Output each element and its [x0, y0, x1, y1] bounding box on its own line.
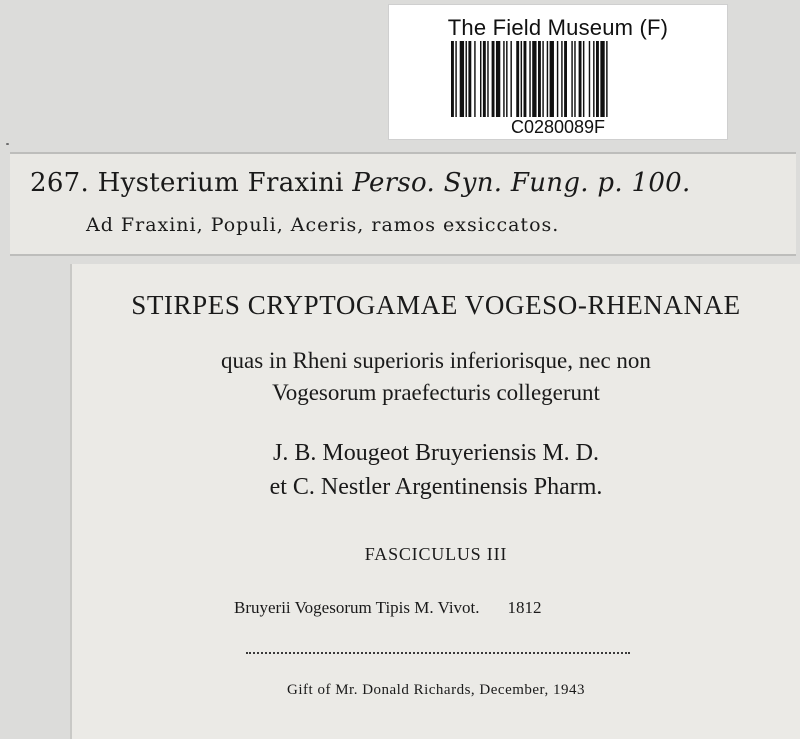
barcode-bar — [506, 41, 507, 117]
taxon-authority: Perso. Syn. Fung. p. 100. — [352, 168, 691, 198]
barcode-bar — [510, 41, 511, 117]
specimen-name-line — [30, 168, 691, 198]
barcode-bar — [521, 41, 522, 117]
barcode-icon — [451, 41, 667, 117]
printer-line — [234, 598, 542, 618]
barcode-bar — [538, 41, 541, 117]
barcode-bar — [503, 41, 504, 117]
printer-name: Bruyerii Vogesorum Tipis M. Vivot. — [234, 598, 480, 617]
barcode-bar — [600, 41, 604, 117]
specimen-number: 267. — [30, 168, 90, 198]
barcode-bar — [564, 41, 567, 117]
barcode-bar — [550, 41, 554, 117]
barcode-bar — [451, 41, 454, 117]
exsiccata-label — [70, 264, 800, 739]
barcode-bar — [480, 41, 481, 117]
dotted-divider — [246, 652, 630, 654]
exsiccata-author-line2: et C. Nestler Argentinensis Pharm. — [269, 474, 603, 500]
barcode-bar — [492, 41, 495, 117]
catalog-number: C0280089F — [510, 117, 606, 137]
barcode-bar — [529, 41, 530, 117]
barcode-bar — [596, 41, 599, 117]
barcode-bar — [468, 41, 471, 117]
barcode-bar — [474, 41, 475, 117]
barcode-bar — [589, 41, 590, 117]
institution-name: The Field Museum (F) — [447, 15, 669, 40]
publication-year: 1812 — [507, 598, 542, 617]
exsiccata-title: STIRPES CRYPTOGAMAE VOGESO-RHENANAE — [131, 290, 741, 320]
barcode-bar — [487, 41, 488, 117]
paper-speck — [6, 143, 9, 145]
barcode-bar — [496, 41, 500, 117]
barcode-bar — [547, 41, 548, 117]
taxon-name: Hysterium Fraxini — [97, 168, 344, 198]
barcode-bar — [583, 41, 584, 117]
barcode-bar — [579, 41, 582, 117]
gift-note: Gift of Mr. Donald Richards, December, 1943 — [287, 682, 585, 698]
barcode-bar — [571, 41, 572, 117]
barcode-bar — [574, 41, 575, 117]
exsiccata-author-line1: J. B. Mougeot Bruyeriensis M. D. — [273, 440, 599, 466]
barcode-bar — [542, 41, 543, 117]
barcode-bar — [466, 41, 467, 117]
barcode-label — [388, 4, 728, 140]
exsiccata-subtitle-line1: quas in Rheni superioris inferiorisque, nec non — [221, 348, 651, 373]
barcode-bar — [483, 41, 486, 117]
barcode-bar — [593, 41, 594, 117]
barcode-bar — [557, 41, 558, 117]
barcode-bar — [606, 41, 607, 117]
fascicle-number: FASCICULUS III — [364, 544, 508, 564]
barcode-bar — [460, 41, 464, 117]
barcode-bar — [455, 41, 456, 117]
specimen-label — [10, 152, 796, 256]
barcode-bar — [532, 41, 536, 117]
barcode-bar — [524, 41, 527, 117]
barcode-bar — [561, 41, 562, 117]
barcode-bar — [516, 41, 519, 117]
habitat-text: Ad Fraxini, Populi, Aceris, ramos exsiccatos. — [86, 214, 560, 236]
exsiccata-subtitle-line2: Vogesorum praefecturis collegerunt — [272, 380, 600, 405]
